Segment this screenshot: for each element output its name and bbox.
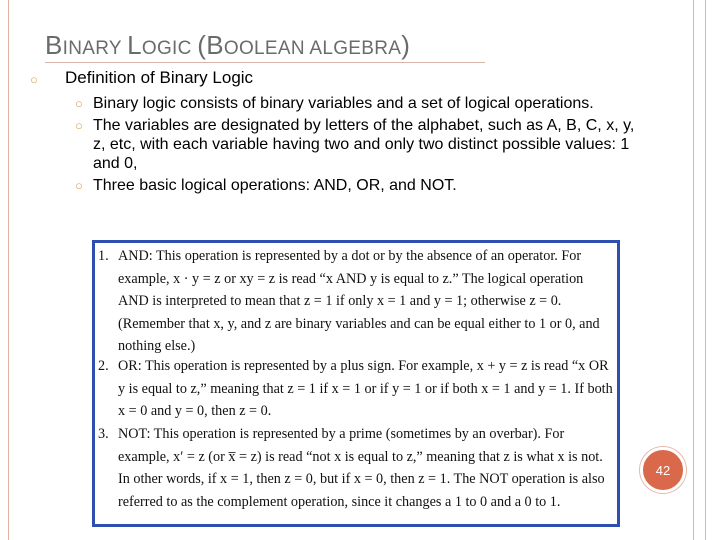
sub-bullet-icon: ○ <box>75 118 83 133</box>
definition-text: NOT: This operation is represented by a prime (sometimes by an overbar). For example, x′ = z (or x̅ = z) is read “not x is equal to z,” meaning that z is what x is not. In other words, if x = 1, then z = 0, but if x = 0, then z = 1. The NOT operation is also referred to as the complement operation, since it changes a 1 to 0 and a 0 to 1. <box>118 426 605 510</box>
sub-bullet-text: Binary logic consists of binary variables and a set of logical operations. <box>93 95 594 112</box>
sub-bullet-text: Three basic logical operations: AND, OR, and NOT. <box>93 177 457 194</box>
definition-text: OR: This operation is represented by a plus sign. For example, x + y = z is read “x OR y is equal to z,” meaning that z = 1 if x = 1 or if y = 1 or if both x = 1 and y = 1. If both x = 0 and y = 0, then z = 0. <box>118 358 613 419</box>
page-number-badge: 42 <box>640 447 686 493</box>
definition-item <box>95 245 615 358</box>
main-bullet <box>30 68 670 88</box>
definition-item <box>95 423 615 513</box>
definition-number: 2. <box>98 358 109 374</box>
definition-number: 3. <box>98 426 109 442</box>
left-frame-line <box>8 0 9 540</box>
right-frame-line-outer <box>705 0 706 540</box>
sub-bullet-text: The variables are designated by letters of the alphabet, such as A, B, C, x, y, z, etc, with each variable having two and only two distinct possible values: 1 and 0, <box>93 117 635 172</box>
slide-title: BINARY LOGIC (BOOLEAN ALGEBRA) <box>45 30 411 60</box>
sub-bullet-icon: ○ <box>75 96 83 111</box>
bullet-icon: ○ <box>30 72 38 87</box>
sub-bullet <box>75 94 635 113</box>
definition-text: AND: This operation is represented by a dot or by the absence of an operator. For example, x · y = z or xy = z is read “x AND y is equal to z.” The logical operation AND is interpreted to mean that z = 1 if only x = 1 and y = 1; otherwise z = 0. (Remember that x, y, and z are binary variables and can be equal either to 1 or 0, and nothing else.) <box>118 248 600 354</box>
main-bullet-text: Definition of Binary Logic <box>65 68 254 87</box>
definitions-figure <box>92 240 620 527</box>
right-frame-line <box>693 0 694 540</box>
definition-number: 1. <box>98 248 109 264</box>
sub-bullet <box>75 176 635 195</box>
sub-bullet-list <box>75 94 635 198</box>
definition-item <box>95 355 615 423</box>
title-underline <box>45 62 485 63</box>
sub-bullet <box>75 116 635 173</box>
sub-bullet-icon: ○ <box>75 178 83 193</box>
